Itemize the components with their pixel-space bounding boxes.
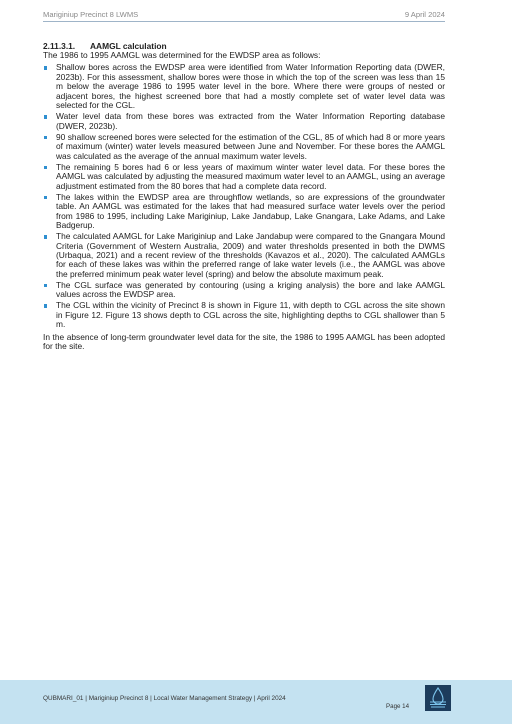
list-item: [43, 63, 445, 110]
bullet-square-icon: [44, 235, 47, 238]
list-item: [43, 163, 445, 191]
list-item-text: 90 shallow screened bores were selected for the estimation of the CGL, 85 of which had 8 or more years of maximum (winter) water levels measured between June and November. For these bores the AAMGL was calculated as the average of the annual maximum water levels.: [56, 131, 445, 161]
list-item-text: Water level data from these bores was extracted from the Water Information Reporting database (DWER, 2023b).: [56, 111, 445, 131]
list-item-text: The CGL surface was generated by contouring (using a kriging analysis) the bore and lake AAMGL values across the EWDSP area.: [56, 279, 445, 300]
section-intro: The 1986 to 1995 AAMGL was determined for the EWDSP area as follows:: [43, 50, 321, 60]
header-document-title: Mariginiup Precinct 8 LWMS: [43, 10, 139, 19]
list-item: [43, 193, 445, 231]
header-date: 9 April 2024: [404, 10, 445, 19]
page-footer: [0, 680, 512, 724]
footer-document-reference: QUBMARI_01 | Mariginiup Precinct 8 | Local Water Management Strategy | April 2024: [43, 695, 286, 702]
list-item: [43, 112, 445, 131]
method-bullet-list: [43, 63, 445, 329]
page-content: [43, 41, 445, 352]
bullet-square-icon: [44, 136, 47, 139]
bullet-square-icon: [44, 66, 47, 69]
bullet-square-icon: [44, 284, 47, 287]
list-item: [43, 281, 445, 300]
list-item: [43, 133, 445, 161]
list-item-text: Shallow bores across the EWDSP area were identified from Water Information Reporting data (DWER, 2023b). For this assessment, shallow bores were those in which the top of the screen was less than 15 m below the average 1986 to 1995 water level in the bore. Where there were groups of nested or adjacent bores, the highest screened bore that had a mostly complete set of water level data was selected for the CGL.: [56, 62, 445, 111]
list-item-text: The calculated AAMGL for Lake Mariginiup and Lake Jandabup were compared to the Gnangara Mound Criteria (Government of Western Australia, 2009) and water thresholds presented in both the DWMS (Urbaqua, 2021) and a recent review of the thresholds (Kavazos et al., 2020). The calculated AAMGLs for each of these lakes was within the preferred range of lake water levels (i.e., the AAMGL was above the preferred minimum peak water level (spring) and below the absolute maximum peak.: [56, 231, 445, 279]
list-item-text: The lakes within the EWDSP area are throughflow wetlands, so are expressions of the groundwater table. An AAMGL was estimated for the lakes that had measured surface water levels over the period from 1986 to 1995, including Lake Mariginiup, Lake Jandabup, Lake Gnangara, Lake Adams, and Lake Badgerup.: [56, 191, 445, 231]
list-item-text: The CGL within the vicinity of Precinct 8 is shown in Figure 11, with depth to CGL across the site shown in Figure 12. Figure 13 shows depth to CGL across the site, highlighting depths to CGL shallower than 5 m.: [56, 300, 445, 330]
water-drop-logo-icon: [425, 685, 451, 711]
closing-paragraph: In the absence of long-term groundwater level data for the site, the 1986 to 1995 AAMGL has been adopted for the site.: [43, 331, 445, 352]
bullet-square-icon: [44, 115, 47, 118]
bullet-square-icon: [44, 166, 47, 169]
section-title: AAMGL calculation: [90, 41, 167, 51]
section-number: 2.11.3.1.: [43, 41, 76, 51]
bullet-square-icon: [44, 196, 47, 199]
page-header: [43, 8, 445, 22]
bullet-square-icon: [44, 304, 47, 307]
list-item-text: The remaining 5 bores had 6 or less years of maximum winter water level data. For these bores the AAMGL was calculated by adjusting the measured maximum water level to an AAMGL, using an average adjustment estimated from the 80 bores that had a complete data record.: [56, 161, 445, 191]
footer-page-number: Page 14: [386, 703, 410, 710]
list-item: [43, 301, 445, 329]
list-item: [43, 232, 445, 279]
